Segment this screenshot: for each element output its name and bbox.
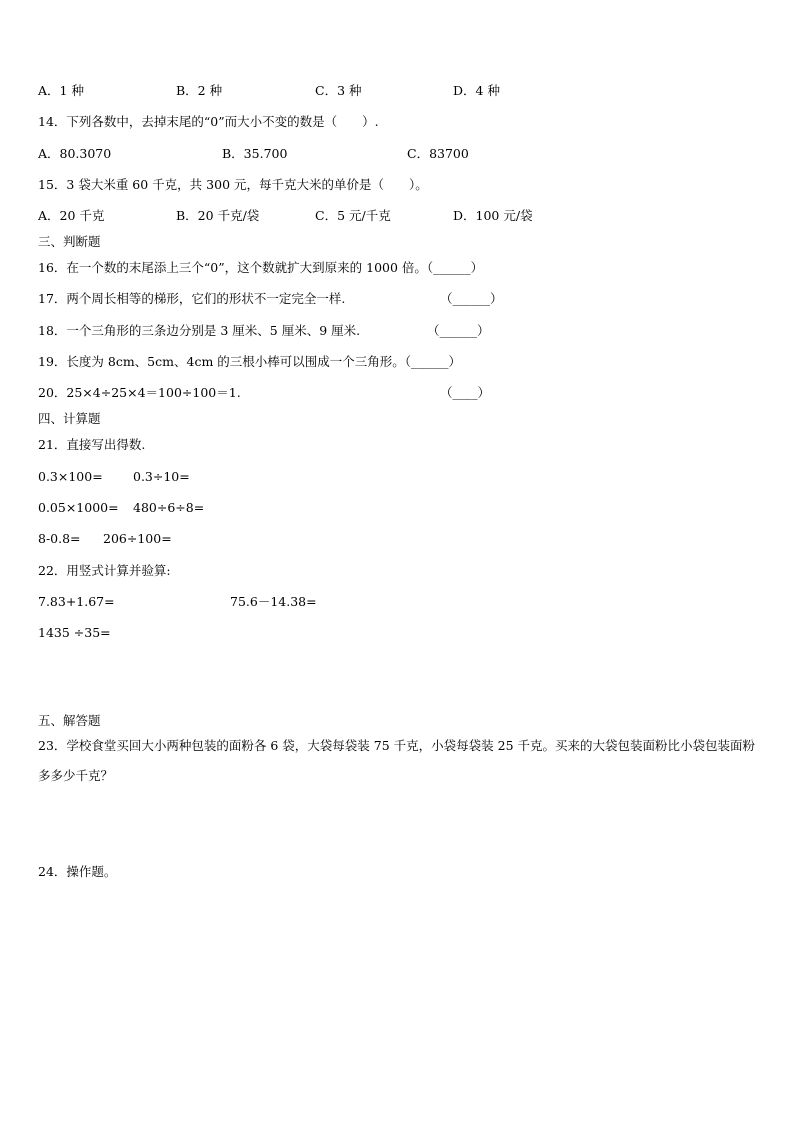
q22-item: 75.6－14.38=: [230, 594, 317, 609]
q19-question: 19．长度为 8cm、5cm、4cm 的三根小棒可以围成一个三角形。（______）: [38, 354, 462, 369]
q21-item: 0.3×100=: [38, 469, 103, 484]
q21-item: 8-0.8=: [38, 531, 81, 546]
section-title-judgment: 三、判断题: [38, 234, 101, 249]
q21-item: 480÷6÷8=: [133, 500, 205, 515]
q22-item: 1435 ÷35=: [38, 625, 111, 640]
q14-option-a: A．80.3070: [38, 146, 112, 161]
q13-option-b: B．2 种: [176, 83, 223, 98]
q14-option-c: C．83700: [407, 146, 469, 161]
q15-question: 15．3 袋大米重 60 千克，共 300 元，每千克大米的单价是（ ）。: [38, 177, 428, 192]
q13-option-a: A．1 种: [38, 83, 84, 98]
q15-option-b: B．20 千克/袋: [176, 208, 260, 223]
q16-question: 16．在一个数的末尾添上三个“0”，这个数就扩大到原来的 1000 倍。（______）: [38, 260, 484, 275]
q20-answer-blank: （____）: [440, 385, 491, 400]
q21-item: 0.3÷10=: [133, 469, 190, 484]
q21-item: 0.05×1000=: [38, 500, 119, 515]
q24-question: 24．操作题。: [38, 864, 117, 879]
q15-option-d: D．100 元/袋: [453, 208, 533, 223]
q14-question: 14．下列各数中，去掉末尾的“0”而大小不变的数是（ ）.: [38, 114, 379, 129]
q18-answer-blank: （______）: [427, 323, 490, 338]
q17-answer-blank: （______）: [440, 291, 503, 306]
q21-question: 21．直接写出得数.: [38, 437, 146, 452]
q17-question: 17．两个周长相等的梯形，它们的形状不一定完全一样.: [38, 291, 346, 306]
q15-option-a: A．20 千克: [38, 208, 105, 223]
q14-option-b: B．35.700: [222, 146, 288, 161]
section-title-calculation: 四、计算题: [38, 411, 101, 426]
q18-question: 18．一个三角形的三条边分别是 3 厘米、5 厘米、9 厘米.: [38, 323, 361, 338]
q22-item: 7.83+1.67=: [38, 594, 115, 609]
q20-question: 20．25×4÷25×4＝100÷100＝1.: [38, 385, 241, 400]
q13-option-c: C．3 种: [315, 83, 362, 98]
q21-item: 206÷100=: [103, 531, 172, 546]
q13-option-d: D．4 种: [453, 83, 500, 98]
q22-question: 22．用竖式计算并验算:: [38, 563, 171, 578]
q23-question: 23．学校食堂买回大小两种包装的面粉各 6 袋，大袋每袋装 75 千克，小袋每袋装 25 千克。买来的大袋包装面粉比小袋包装面粉多多少千克？: [38, 738, 756, 783]
section-title-word-problems: 五、解答题: [38, 713, 101, 728]
q15-option-c: C．5 元/千克: [315, 208, 391, 223]
